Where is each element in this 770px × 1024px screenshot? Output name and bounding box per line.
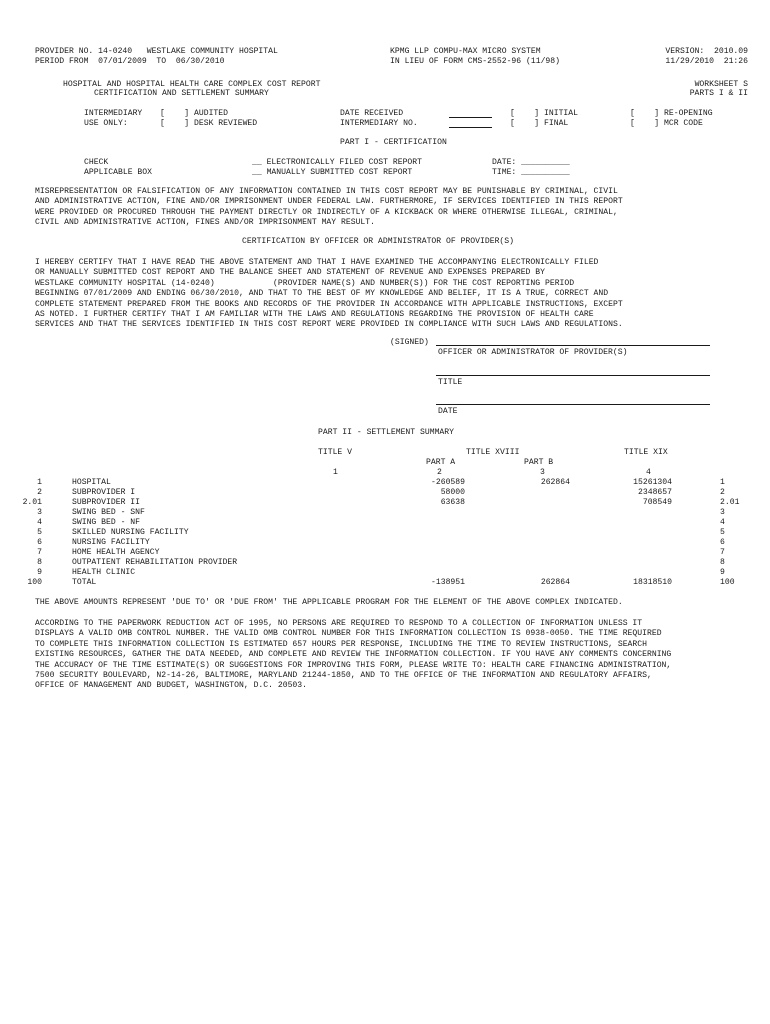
part1-heading: PART I - CERTIFICATION bbox=[340, 138, 447, 147]
title-label: TITLE bbox=[438, 378, 463, 387]
row-title-xix: 18318510 bbox=[633, 578, 672, 587]
date-line bbox=[436, 404, 710, 405]
row-label: SWING BED - SNF bbox=[72, 508, 145, 517]
row-part-a: -260589 bbox=[431, 478, 465, 487]
row-number: 3 bbox=[37, 508, 42, 517]
row-number: 4 bbox=[37, 518, 42, 527]
row-number: 5 bbox=[37, 528, 42, 537]
row-part-a: 58000 bbox=[440, 488, 465, 497]
row-part-a: 63638 bbox=[440, 498, 465, 507]
row-line-ref: 100 bbox=[720, 578, 735, 587]
row-number: 1 bbox=[37, 478, 42, 487]
row-line-ref: 4 bbox=[720, 518, 725, 527]
row-line-ref: 7 bbox=[720, 548, 725, 557]
form-line: IN LIEU OF FORM CMS-2552-96 (11/98) bbox=[390, 57, 560, 66]
misrepresentation-warning: MISREPRESENTATION OR FALSIFICATION OF ANY INFORMATION CONTAINED IN THIS COST REPORT MAY BE PUNISHABLE BY CRIMINAL, CIVIL AND ADMINISTRATIVE ACTION, FINE AND/OR IMPRISONMENT UNDER FEDERAL LAW. FURTHERMORE, IF SERVICES IDENTIFIED IN THIS REPORT WERE PROVIDED OR PROCURED THROUGH THE PAYMENT DIRECTLY OR INDIRECTLY OF A KICKBACK OR WHERE OTHERWISE ILLEGAL, CRIMINAL, CIVIL AND ADMINISTRATIVE ACTION, FINES AND/OR IMPRISONMENT MAY RESULT. bbox=[35, 187, 623, 228]
row-label: NURSING FACILITY bbox=[72, 538, 150, 547]
row-label: TOTAL bbox=[72, 578, 97, 587]
audited-checkbox: [ ] AUDITED bbox=[160, 109, 228, 118]
date-label: DATE bbox=[438, 407, 458, 416]
row-number: 2 bbox=[37, 488, 42, 497]
col-num-3: 3 bbox=[540, 468, 545, 477]
row-part-b: 262864 bbox=[540, 578, 570, 587]
intermediary-no-label: INTERMEDIARY NO. bbox=[340, 119, 418, 128]
applicable-box-label: APPLICABLE BOX bbox=[84, 168, 152, 177]
row-label: SUBPROVIDER II bbox=[72, 498, 140, 507]
manual-option: __ MANUALLY SUBMITTED COST REPORT bbox=[252, 168, 413, 177]
part2-heading: PART II - SETTLEMENT SUMMARY bbox=[318, 428, 454, 437]
final-checkbox: [ ] FINAL bbox=[510, 119, 569, 128]
intermediary-label: INTERMEDIARY bbox=[84, 109, 143, 118]
version: VERSION: 2010.09 bbox=[665, 47, 748, 56]
row-line-ref: 5 bbox=[720, 528, 725, 537]
check-label: CHECK bbox=[84, 158, 109, 167]
worksheet-label: WORKSHEET S bbox=[694, 80, 748, 89]
report-title: HOSPITAL AND HOSPITAL HEALTH CARE COMPLEX COST REPORT bbox=[63, 80, 321, 89]
initial-checkbox: [ ] INITIAL bbox=[510, 109, 578, 118]
report-subtitle: CERTIFICATION AND SETTLEMENT SUMMARY bbox=[94, 89, 269, 98]
row-label: SWING BED - NF bbox=[72, 518, 140, 527]
row-line-ref: 1 bbox=[720, 478, 725, 487]
date-received-blank bbox=[449, 117, 492, 118]
title-line bbox=[436, 375, 710, 376]
row-line-ref: 2 bbox=[720, 488, 725, 497]
row-label: SUBPROVIDER I bbox=[72, 488, 136, 497]
electronic-option: __ ELECTRONICALLY FILED COST REPORT bbox=[252, 158, 422, 167]
col-num-2: 2 bbox=[437, 468, 442, 477]
provider-line: PROVIDER NO. 14-0240 WESTLAKE COMMUNITY HOSPITAL bbox=[35, 47, 278, 56]
row-part-a: -138951 bbox=[431, 578, 465, 587]
date-field: DATE: __________ bbox=[492, 158, 570, 167]
date-received-label: DATE RECEIVED bbox=[340, 109, 404, 118]
signed-label: (SIGNED) bbox=[390, 338, 429, 347]
desk-reviewed-checkbox: [ ] DESK REVIEWED bbox=[160, 119, 258, 128]
paperwork-notice: ACCORDING TO THE PAPERWORK REDUCTION ACT OF 1995, NO PERSONS ARE REQUIRED TO RESPOND TO A COLLECTION OF INFORMATION UNLESS IT DISPLAYS A VALID OMB CONTROL NUMBER. THE VALID OMB CONTROL NUMBER FOR THIS INFORMATION COLLECTION IS 0938-0050. THE TIME REQUIRED TO COMPLETE THIS INFORMATION COLLECTION IS ESTIMATED 657 HOURS PER RESPONSE, INCLUDING THE TIME TO REVIEW INSTRUCTIONS, SEARCH EXISTING RESOURCES, GATHER THE DATA NEEDED, AND COMPLETE AND REVIEW THE INFORMATION COLLECTION. IF YOU HAVE ANY COMMENTS CONCERNING THE ACCURACY OF THE TIME ESTIMATE(S) OR SUGGESTIONS FOR IMPROVING THIS FORM, PLEASE WRITE TO: HEALTH CARE FINANCING ADMINISTRATION, 7500 SECURITY BOULEVARD, N2-14-26, BALTIMORE, MARYLAND 21244-1850, AND TO THE OFFICE OF THE INFORMATION AND REGULATORY AFFAIRS, OFFICE OF MANAGEMENT AND BUDGET, WASHINGTON, D.C. 20503. bbox=[35, 619, 672, 691]
part-a-header: PART A bbox=[426, 458, 456, 467]
title-v-header: TITLE V bbox=[318, 448, 352, 457]
row-title-xix: 15261304 bbox=[633, 478, 672, 487]
run-date: 11/29/2010 21:26 bbox=[665, 57, 748, 66]
reopening-checkbox: [ ] RE-OPENING bbox=[630, 109, 713, 118]
row-line-ref: 6 bbox=[720, 538, 725, 547]
due-note: THE ABOVE AMOUNTS REPRESENT 'DUE TO' OR 'DUE FROM' THE APPLICABLE PROGRAM FOR THE ELEMENT OF THE ABOVE COMPLEX INDICATED. bbox=[35, 598, 623, 607]
row-label: HOME HEALTH AGENCY bbox=[72, 548, 160, 557]
title-xviii-header: TITLE XVIII bbox=[466, 448, 520, 457]
col-num-1: 1 bbox=[333, 468, 338, 477]
col-num-4: 4 bbox=[646, 468, 651, 477]
certification-text: I HEREBY CERTIFY THAT I HAVE READ THE ABOVE STATEMENT AND THAT I HAVE EXAMINED THE ACCOMPANYING ELECTRONICALLY FILED OR MANUALLY SUBMITTED COST REPORT AND THE BALANCE SHEET AND STATEMENT OF REVENUE AND EXPENSES PREPARED BY WESTLAKE COMMUNITY HOSPITAL (14-0240) (PROVIDER NAME(S) AND NUMBER(S)) FOR THE COST REPORTING PERIOD BEGINNING 07/01/2009 AND ENDING 06/30/2010, AND THAT TO THE BEST OF MY KNOWLEDGE AND BELIEF, IT IS A TRUE, CORRECT AND COMPLETE STATEMENT PREPARED FROM THE BOOKS AND RECORDS OF THE PROVIDER IN ACCORDANCE WITH APPLICABLE INSTRUCTIONS, EXCEPT AS NOTED. I FURTHER CERTIFY THAT I AM FAMILIAR WITH THE LAWS AND REGULATIONS REGARDING THE PROVISION OF HEALTH CARE SERVICES AND THAT THE SERVICES IDENTIFIED IN THIS COST REPORT WERE PROVIDED IN COMPLIANCE WITH SUCH LAWS AND REGULATIONS. bbox=[35, 258, 623, 330]
signature-line bbox=[436, 345, 710, 346]
row-label: SKILLED NURSING FACILITY bbox=[72, 528, 189, 537]
parts-label: PARTS I & II bbox=[689, 89, 748, 98]
row-label: OUTPATIENT REHABILITATION PROVIDER bbox=[72, 558, 238, 567]
row-number: 2.01 bbox=[22, 498, 42, 507]
time-field: TIME: __________ bbox=[492, 168, 570, 177]
row-number: 7 bbox=[37, 548, 42, 557]
row-line-ref: 9 bbox=[720, 568, 725, 577]
row-title-xix: 708549 bbox=[642, 498, 672, 507]
mcr-code-checkbox: [ ] MCR CODE bbox=[630, 119, 703, 128]
row-line-ref: 3 bbox=[720, 508, 725, 517]
use-only-label: USE ONLY: bbox=[84, 119, 128, 128]
system-line: KPMG LLP COMPU-MAX MICRO SYSTEM bbox=[390, 47, 541, 56]
row-label: HEALTH CLINIC bbox=[72, 568, 136, 577]
intermediary-no-blank bbox=[449, 127, 492, 128]
certification-heading: CERTIFICATION BY OFFICER OR ADMINISTRATOR OF PROVIDER(S) bbox=[242, 237, 514, 246]
row-number: 6 bbox=[37, 538, 42, 547]
row-title-xix: 2348657 bbox=[638, 488, 672, 497]
officer-label: OFFICER OR ADMINISTRATOR OF PROVIDER(S) bbox=[438, 348, 628, 357]
row-number: 100 bbox=[27, 578, 42, 587]
title-xix-header: TITLE XIX bbox=[624, 448, 668, 457]
row-number: 9 bbox=[37, 568, 42, 577]
row-number: 8 bbox=[37, 558, 42, 567]
row-line-ref: 8 bbox=[720, 558, 725, 567]
row-part-b: 262864 bbox=[540, 478, 570, 487]
part-b-header: PART B bbox=[524, 458, 554, 467]
period-line: PERIOD FROM 07/01/2009 TO 06/30/2010 bbox=[35, 57, 225, 66]
row-line-ref: 2.01 bbox=[720, 498, 740, 507]
row-label: HOSPITAL bbox=[72, 478, 111, 487]
